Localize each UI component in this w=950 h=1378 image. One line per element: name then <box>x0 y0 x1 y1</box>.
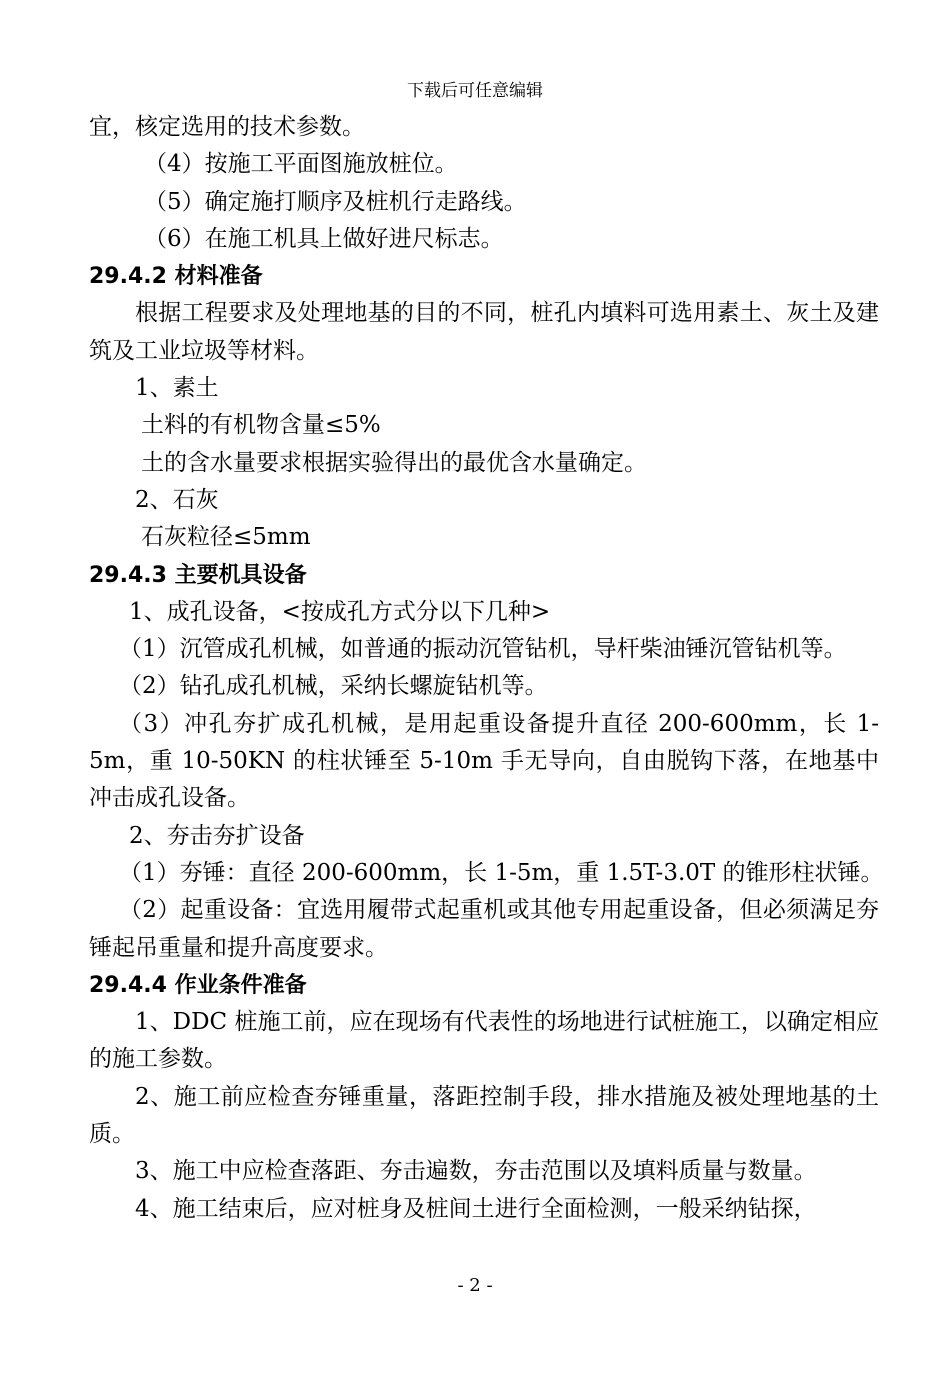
section-heading-materials: 29.4.2 材料准备 <box>89 264 263 290</box>
list-item-during-check: 3、施工中应检查落距、夯击遍数，夯击范围以及填料质量与数量。 <box>135 1158 817 1185</box>
list-item-pre-check: 2、施工前应检查夯锤重量，落距控制手段，排水措施及被处理地基的土质。 <box>89 1083 879 1148</box>
list-item-boring-equipment: 1、成孔设备，<按成孔方式分以下几种> <box>129 598 551 625</box>
list-item-rammer: （1）夯锤：直径 200-600mm，长 1-5m，重 1.5T-3.0T 的锥形柱状锤。 <box>119 859 884 886</box>
paragraph-continuation: 宜，核定选用的技术参数。 <box>89 114 365 140</box>
page-number: - 2 - <box>457 1275 493 1296</box>
list-item-6: （6）在施工机具上做好进尺标志。 <box>144 225 504 252</box>
list-item-ramming-equipment: 2、夯击夯扩设备 <box>129 822 305 849</box>
document-body <box>89 109 884 1228</box>
text-lime-grain-size: 石灰粒径≤5mm <box>141 524 311 551</box>
list-item-lime: 2、石灰 <box>135 486 219 513</box>
list-item-5: （5）确定施打顺序及桩机行走路线。 <box>144 188 527 215</box>
paragraph-materials-intro: 根据工程要求及处理地基的目的不同，桩孔内填料可选用素土、灰土及建筑及工业垃圾等材料。 <box>89 300 879 364</box>
list-item-plain-soil: 1、素土 <box>135 375 219 402</box>
text-water-content: 土的含水量要求根据实验得出的最优含水量确定。 <box>141 449 647 476</box>
list-item-post-check: 4、施工结束后，应对桩身及桩间土进行全面检测，一般采纳钻探， <box>135 1195 817 1222</box>
section-heading-equipment: 29.4.3 主要机具设备 <box>89 562 307 588</box>
list-item-lifting: （2）起重设备：宜选用履带式起重机或其他专用起重设备，但必须满足夯锤起吊重量和提升高度要求。 <box>89 897 879 961</box>
page-header: 下载后可任意编辑 <box>407 81 543 101</box>
list-item-sinking-pipe: （1）沉管成孔机械，如普通的振动沉管钻机，导杆柴油锤沉管钻机等。 <box>119 636 847 663</box>
list-item-punching: （3）冲孔夯扩成孔机械，是用起重设备提升直径 200-600mm，长 1-5m，重 10-50KN 的柱状锤至 5-10m 手无导向，自由脱钩下落，在地基中冲击成孔设备。 <box>89 710 879 812</box>
list-item-test-pile: 1、DDC 桩施工前，应在现场有代表性的场地进行试桩施工，以确定相应的施工参数。 <box>89 1009 879 1073</box>
text-organic-content: 土料的有机物含量≤5% <box>141 412 381 439</box>
section-heading-conditions: 29.4.4 作业条件准备 <box>89 972 307 998</box>
list-item-drilling: （2）钻孔成孔机械，采纳长螺旋钻机等。 <box>119 673 548 700</box>
list-item-4: （4）按施工平面图施放桩位。 <box>144 151 458 178</box>
